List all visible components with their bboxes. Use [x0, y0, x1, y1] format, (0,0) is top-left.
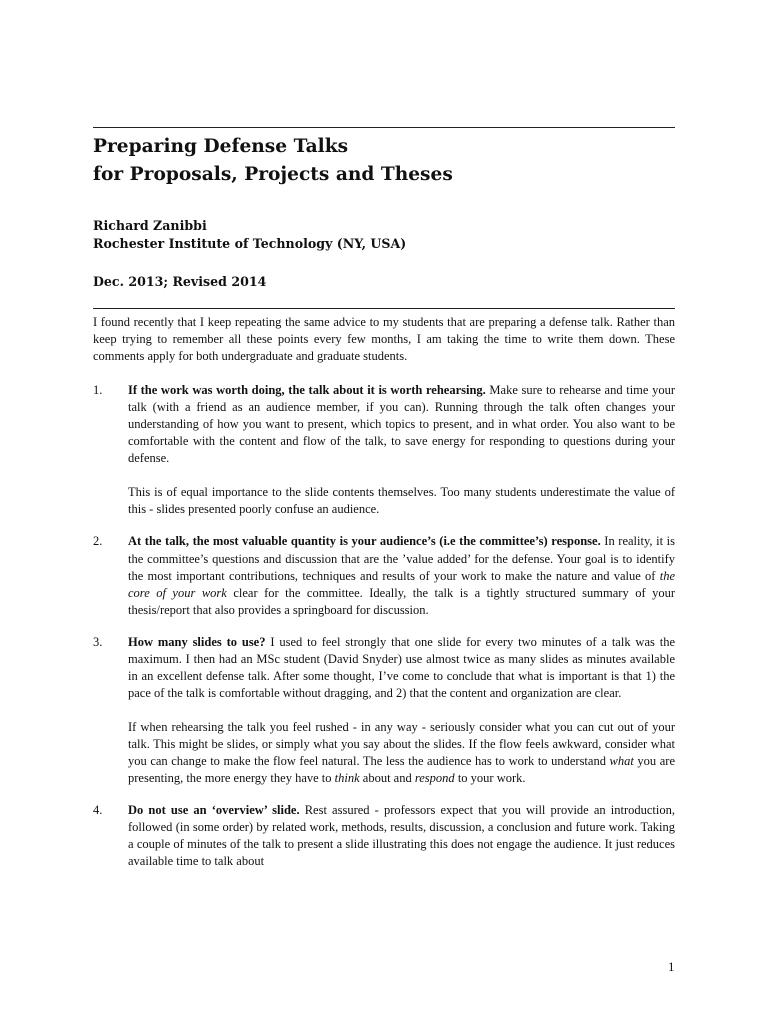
title-line-1: Preparing Defense Talks	[93, 136, 349, 157]
item-text: Make sure to rehearse and time your talk (with a friend as an audience member, if you can). Running through the talk often changes your understanding of how you want to present, which topics to present, and in what order. You also want to be comfortable with the content and flow of the talk, to save energy for responding to questions during your defense.	[128, 383, 675, 466]
item-text: about and	[359, 771, 415, 786]
document-page	[93, 0, 675, 1024]
item-text-italic: respond	[414, 771, 455, 786]
document-title	[93, 133, 675, 189]
list-item	[93, 382, 675, 533]
item-text: clear for the committee. Ideally, the talk is a tightly structured summary of your thesis/report that also provides a springboard for discussion.	[128, 585, 675, 617]
item-text: If when rehearsing the talk you feel rushed - in any way - seriously consider what you can cut out of your talk. This might be slides, or simply what you say about the slides. If the flow feels awkward, consider what you can change to make the flow feel natural. The less the audience has to work to understand	[128, 719, 675, 768]
item-text: I used to feel strongly that one slide for every two minutes of a talk was the maximum. I then had an MSc student (David Snyder) use almost twice as many slides as minutes available in an excellent defense talk. After some thought, I’ve come to conclude that what is important is that 1) the pace of the talk is comfortable without dragging, and 2) that the content and organization are clear.	[128, 634, 675, 700]
advice-list	[93, 382, 675, 870]
document-body	[93, 314, 675, 870]
item-text-italic: think	[334, 771, 360, 786]
item-heading: Do not use an ‘overview’ slide.	[128, 803, 300, 818]
author-affiliation: Rochester Institute of Technology (NY, USA)	[93, 236, 407, 251]
item-text: Rest assured - professors expect that you will provide an introduction, followed (in some order) by related work, methods, results, discussion, a conclusion and future work. Taking a couple of minutes of the talk to present a slide illustrating this does not engage the audience. It just reduces available time to talk about	[128, 803, 675, 869]
item-text-italic: what	[609, 753, 634, 768]
document-date: Dec. 2013; Revised 2014	[93, 274, 267, 289]
author-name: Richard Zanibbi	[93, 218, 207, 233]
list-item	[93, 802, 675, 870]
list-item	[93, 634, 675, 802]
item-heading: How many slides to use?	[128, 634, 266, 649]
item-number: 3.	[93, 634, 103, 649]
top-rule	[93, 127, 675, 128]
item-paragraph	[128, 634, 675, 702]
header-rule	[93, 308, 675, 309]
item-paragraph	[128, 802, 675, 870]
item-number: 4.	[93, 803, 103, 818]
item-text: to your work.	[454, 771, 526, 786]
intro-paragraph: I found recently that I keep repeating the same advice to my students that are preparing a defense talk. Rather than keep trying to remember all these points every few months, I am taking the time to write them down. These comments apply for both undergraduate and graduate students.	[93, 315, 675, 364]
title-line-2: for Proposals, Projects and Theses	[93, 164, 453, 185]
item-paragraph-2: This is of equal importance to the slide contents themselves. Too many students underestimate the value of this - slides presented poorly confuse an audience.	[128, 485, 675, 517]
item-heading: If the work was worth doing, the talk about it is worth rehearsing.	[128, 383, 486, 398]
page-number: 1	[668, 959, 675, 974]
item-text: In reality, it is the committee’s questions and discussion that are the ’value added’ for the defense. Your goal is to identify the most important contributions, techniques and results of your work to make the nature and value of	[128, 534, 676, 583]
item-number: 1.	[93, 383, 103, 398]
item-text-italic: the core of your work	[128, 568, 675, 600]
item-heading: At the talk, the most valuable quantity is your audience’s (i.e the committee’s) response.	[128, 534, 601, 549]
list-item	[93, 533, 675, 633]
item-number: 2.	[93, 534, 103, 549]
item-paragraph	[128, 533, 675, 618]
item-paragraph	[128, 382, 675, 467]
item-paragraph-2	[128, 719, 675, 787]
item-text: you are presenting, the more energy they have to	[128, 753, 675, 786]
